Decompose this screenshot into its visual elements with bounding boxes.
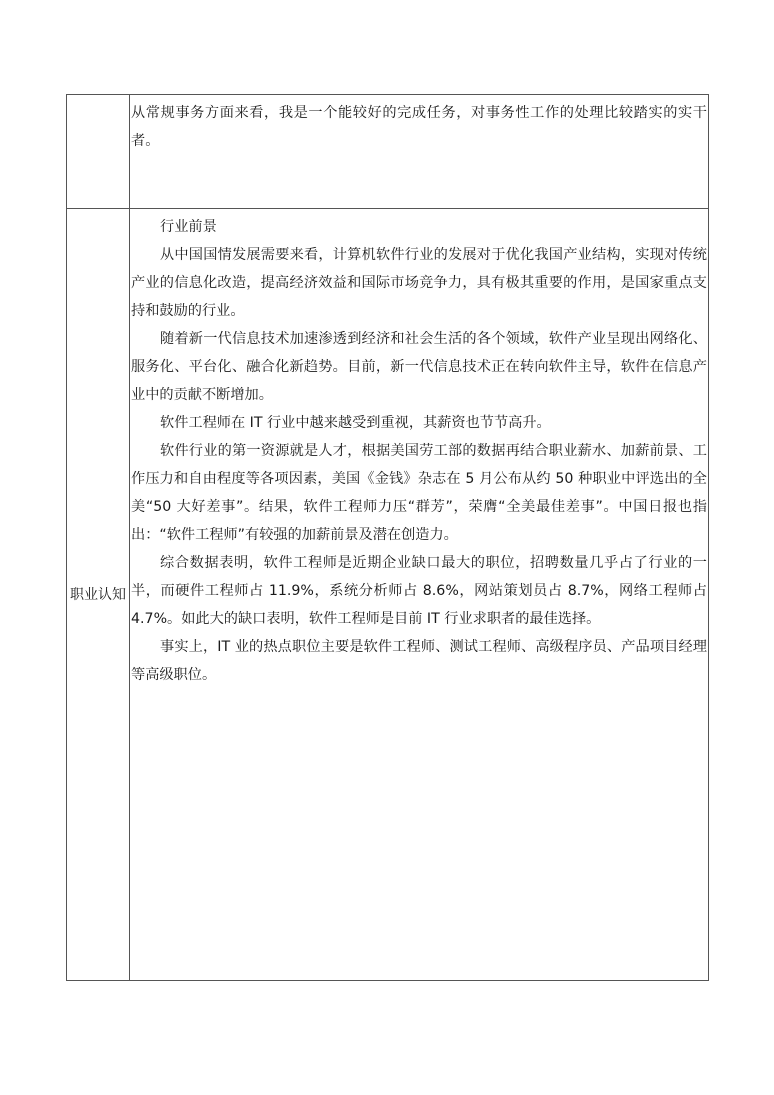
empty-label-cell <box>67 95 130 209</box>
row-label-career-cognition: 职业认知 <box>67 209 130 981</box>
paragraph: 从中国国情发展需要来看，计算机软件行业的发展对于优化我国产业结构，实现对传统产业的信息化改造，提高经济效益和国际市场竞争力，具有极其重要的作用，是国家重点支持和鼓励的行业。 <box>131 247 707 320</box>
document-table <box>66 94 709 981</box>
section-heading: 行业前景 <box>160 219 217 236</box>
paragraph: 事实上，IT 业的热点职位主要是软件工程师、测试工程师、高级程序员、产品项目经理等高级职位。 <box>131 639 707 684</box>
paragraph: 软件行业的第一资源就是人才，根据美国劳工部的数据再结合职业薪水、加薪前景、工作压力和自由程度等各项因素，美国《金钱》杂志在 5 月公布从约 50 种职业中评选出的全美“50 大好差事”。结果，软件工程师力压“群芳”，荣膺“全美最佳差事”。中国日报也指出：“软件工程师”有较强的加薪前景及潜在创造力。 <box>131 443 707 544</box>
self-assessment-text: 从常规事务方面来看，我是一个能较好的完成任务，对事务性工作的处理比较踏实的实干者。 <box>131 105 707 149</box>
table-row <box>67 209 709 981</box>
content-cell <box>130 209 709 981</box>
paragraph: 软件工程师在 IT 行业中越来越受到重视，其薪资也节节高升。 <box>160 415 551 432</box>
paragraph: 随着新一代信息技术加速渗透到经济和社会生活的各个领域，软件产业呈现出网络化、服务化、平台化、融合化新趋势。目前，新一代信息技术正在转向软件主导，软件在信息产业中的贡献不断增加。 <box>131 331 707 404</box>
career-cognition-content <box>130 213 708 689</box>
content-cell <box>130 95 709 209</box>
table-row <box>67 95 709 209</box>
paragraph: 综合数据表明，软件工程师是近期企业缺口最大的职位，招聘数量几乎占了行业的一半，而硬件工程师占 11.9%，系统分析师占 8.6%，网站策划员占 8.7%，网络工程师占 4.7%。如此大的缺口表明，软件工程师是目前 IT 行业求职者的最佳选择。 <box>131 555 707 628</box>
